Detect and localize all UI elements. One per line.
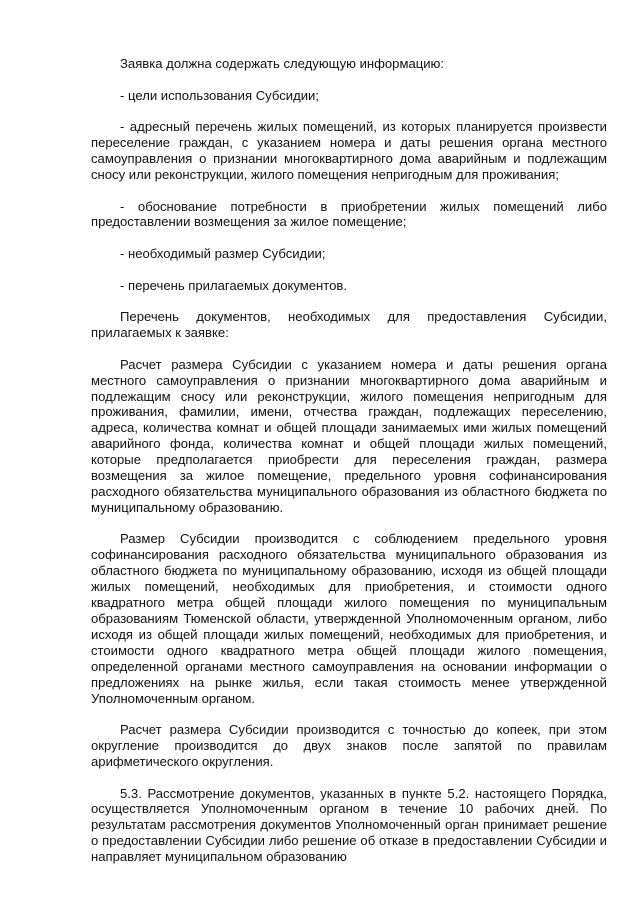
paragraph-attached-list: - перечень прилагаемых документов. xyxy=(120,277,347,293)
paragraph-need-justification: - обоснование потребности в приобретении жилых помещений либо предоставлении возмещения за жилое помещение; xyxy=(91,198,607,230)
paragraph-subsidy-purpose: - цели использования Субсидии; xyxy=(120,87,319,103)
document-page xyxy=(91,56,607,881)
paragraph-subsidy-amount: Размер Субсидии производится с соблюдением предельного уровня софинансирования расходного обязательства муниципального образования из областного бюджета по муниципальному образованию, исходя из общей площади жилых помещений, необходимых для приобретения, и стоимости одного квадратного метра общей площади жилого помещения по муниципальным образованиям Тюменской области, утвержденной Уполномоченным органом, либо исходя из общей площади жилых помещений, необходимых для приобретения, и стоимости одного квадратного метра общей площади жилого помещения, определенной органами местного самоуправления на основании информации о предложениях на рынке жилья, если такая стоимость менее утвержденной Уполномоченным органом. xyxy=(91,531,607,706)
paragraph-address-list: - адресный перечень жилых помещений, из которых планируется произвести переселение граждан, с указанием номера и даты решения органа местного самоуправления о признании многоквартирного дома аварийным и подлежащим сносу или реконструкции, жилого помещения непригодным для проживания; xyxy=(91,119,607,182)
paragraph-subsidy-size: - необходимый размер Субсидии; xyxy=(120,246,326,261)
paragraph-rounding-rules: Расчет размера Субсидии производится с точностью до копеек, при этом округление производится до двух знаков после запятой по правилам арифметического округления. xyxy=(91,722,607,769)
paragraph-section-5-3: 5.3. Рассмотрение документов, указанных в пункте 5.2. настоящего Порядка, осуществляется Уполномоченным органом в течение 10 рабочих дней. По результатам рассмотрения документов Уполномоченный орган принимает решение о предоставлении Субсидии либо решение об отказе в предоставлении Субсидии и направляет муниципальном образованию xyxy=(91,785,607,865)
paragraph-application-requirements: Заявка должна содержать следующую информацию: xyxy=(120,56,445,71)
paragraph-documents-list: Перечень документов, необходимых для предоставления Субсидии, прилагаемых к заявке: xyxy=(91,309,607,341)
paragraph-subsidy-calculation: Расчет размера Субсидии с указанием номера и даты решения органа местного самоуправления о признании многоквартирного дома аварийным и подлежащим сносу или реконструкции, жилого помещения непригодным для проживания, фамилии, имени, отчества граждан, подлежащих переселению, адреса, количества комнат и общей площади занимаемых ими жилых помещений аварийного фонда, количества комнат и общей площади жилых помещений, которые предполагается приобрести для переселения граждан, размера возмещения за жилое помещение, предельного уровня софинансирования расходного обязательства муниципального образования из областного бюджета по муниципальному образованию. xyxy=(91,356,607,515)
